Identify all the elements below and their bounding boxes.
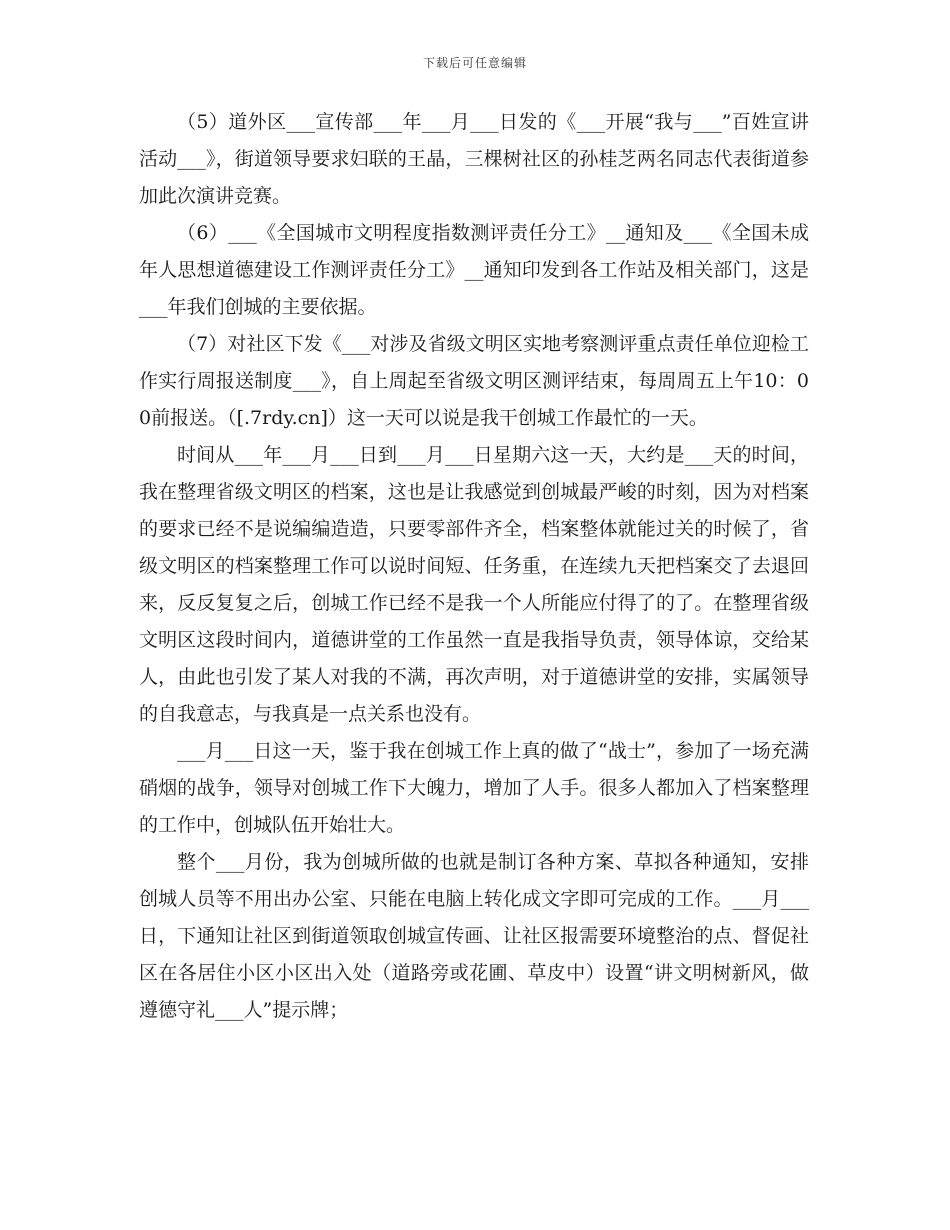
paragraph-team-expansion: ___月___日这一天，鉴于我在创城工作上真的做了“战士”，参加了一场充满硝烟的战争，领导对创城工作下大魄力，增加了人手。很多人都加入了档案整理的工作中，创城队伍开始壮大。 bbox=[139, 740, 809, 836]
paragraph-item-5: （5）道外区___宣传部___年___月___日发的《___开展“我与___”百姓宣讲活动___》，街道领导要求妇联的王晶，三棵树社区的孙桂芝两名同志代表街道参加此次演讲竞赛。 bbox=[139, 111, 809, 207]
paragraph-monthly-tasks: 整个___月份，我为创城所做的也就是制订各种方案、草拟各种通知，安排创城人员等不用出办公室、只能在电脑上转化成文字即可完成的工作。___月___日，下通知让社区到街道领取创城宣传画、让社区报需要环境整治的点、督促社区在各居住小区小区出入处（道路旁或花圃、草皮中）设置“讲文明树新风，做遵德守礼___人”提示牌； bbox=[139, 851, 809, 1021]
document-body bbox=[139, 104, 809, 1029]
paragraph-item-6: （6）___《全国城市文明程度指数测评责任分工》__通知及___《全国未成年人思想道德建设工作测评责任分工》__通知印发到各工作站及相关部门，这是___年我们创城的主要依据。 bbox=[139, 222, 809, 318]
paragraph-item-7: （7）对社区下发《___对涉及省级文明区实地考察测评重点责任单位迎检工作实行周报送制度___》，自上周起至省级文明区测评结束，每周周五上午10：00前报送。（[.7rdy.cn]）这一天可以说是我干创城工作最忙的一天。 bbox=[139, 333, 809, 429]
paragraph-archive-work: 时间从___年___月___日到___月___日星期六这一天，大约是___天的时间，我在整理省级文明区的档案，这也是让我感觉到创城最严峻的时刻，因为对档案的要求已经不是说编编造造，只要零部件齐全，档案整体就能过关的时候了，省级文明区的档案整理工作可以说时间短、任务重，在连续九天把档案交了去退回来，反反复复之后，创城工作已经不是我一个人所能应付得了的了。在整理省级文明区这段时间内，道德讲堂的工作虽然一直是我指导负责，领导体谅，交给某人，由此也引发了某人对我的不满，再次声明，对于道德讲堂的安排，实属领导的自我意志，与我真是一点关系也没有。 bbox=[139, 444, 809, 725]
page-header: 下载后可任意编辑 bbox=[422, 56, 527, 70]
